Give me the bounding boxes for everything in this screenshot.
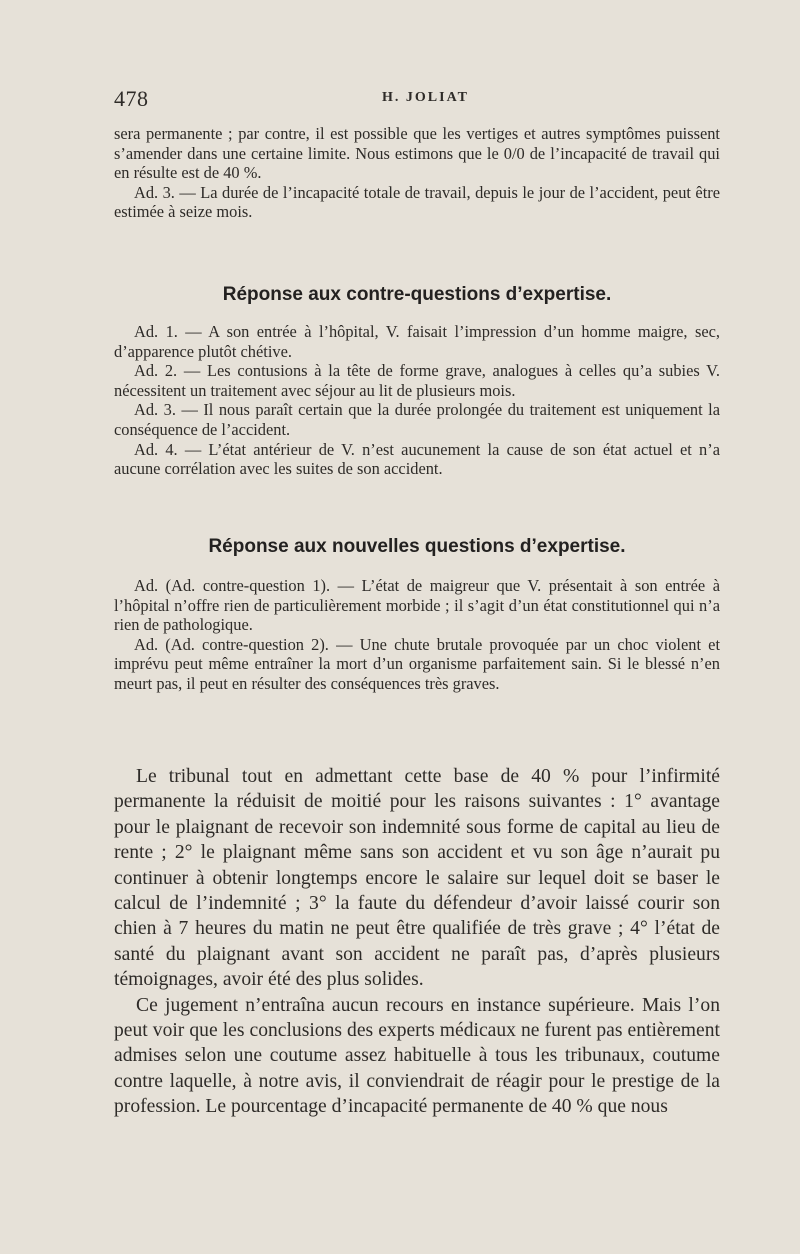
body-text <box>114 764 720 1120</box>
list-item: Ad. (Ad. contre-question 1). — L’état de maigreur que V. présentait à son entrée à l’hôpital n’offre rien de particulièrement morbide ; il s’agit d’un état constitutionnel qui n’a rien de pathologique. <box>114 576 720 635</box>
page-header <box>114 86 730 110</box>
paragraph: sera permanente ; par contre, il est possible que les vertiges et autres symptômes puissent s’amender dans une certaine limite. Nous estimons que le 0/0 de l’incapacité de travail qui en résulte est de 40 %. <box>114 124 720 183</box>
paragraph: Ce jugement n’entraîna aucun recours en instance supérieure. Mais l’on peut voir que les conclusions des experts médicaux ne furent pas entièrement admises selon une coutume assez habituelle à tous les tribunaux, coutume contre laquelle, à notre avis, il conviendrait de réagir pour le prestige de la profession. Le pourcentage d’incapacité permanente de 40 % que nous <box>114 994 720 1118</box>
counter-questions-answers <box>114 322 720 479</box>
list-item: Ad. (Ad. contre-question 2). — Une chute brutale provoquée par un choc violent et imprévu peut même entraîner la mort d’un organisme parfaitement sain. Si le blessé n’en meurt pas, il peut en résulter des conséquences très graves. <box>114 634 720 693</box>
page-number: 478 <box>114 86 149 111</box>
running-head: H. JOLIAT <box>382 90 469 105</box>
list-item: Ad. 1. — A son entrée à l’hôpital, V. faisait l’impression d’un homme maigre, sec, d’apparence plutôt chétive. <box>114 322 720 361</box>
list-item: Ad. 4. — L’état antérieur de V. n’est aucunement la cause de son état actuel et n’a aucune corrélation avec les suites de son accident. <box>114 439 720 479</box>
list-item: Ad. 3. — Il nous paraît certain que la durée prolongée du traitement est uniquement la conséquence de l’accident. <box>114 400 720 439</box>
list-item: Ad. 2. — Les contusions à la tête de forme grave, analogues à celles qu’a subies V. nécessitent un traitement avec séjour au lit de plusieurs mois. <box>114 361 720 400</box>
paragraph: Le tribunal tout en admettant cette base de 40 % pour l’infirmité permanente la réduisit de moitié pour les raisons suivantes : 1° avantage pour le plaignant de recevoir son indemnité sous forme de capital au lieu de rente ; 2° le plaignant même sans son accident et vu son âge n’aurait pu continuer à obtenir longtemps encore le salaire sur lequel doit se baser le calcul de l’indemnité ; 3° la faute du défendeur d’avoir laissé courir son chien à 7 heures du matin ne peut être qualifiée de très grave ; 4° l’état de santé du plaignant avant son accident ne paraît pas, d’après plusieurs témoignages, avoir été des plus solides. <box>114 766 720 991</box>
opening-text <box>114 124 720 222</box>
section-heading: Réponse aux contre-questions d’expertise. <box>222 284 612 305</box>
paragraph: Ad. 3. — La durée de l’incapacité totale de travail, depuis le jour de l’accident, peut être estimée à seize mois. <box>114 182 720 222</box>
new-questions-answers <box>114 576 720 694</box>
section-heading: Réponse aux nouvelles questions d’expertise. <box>208 536 626 557</box>
